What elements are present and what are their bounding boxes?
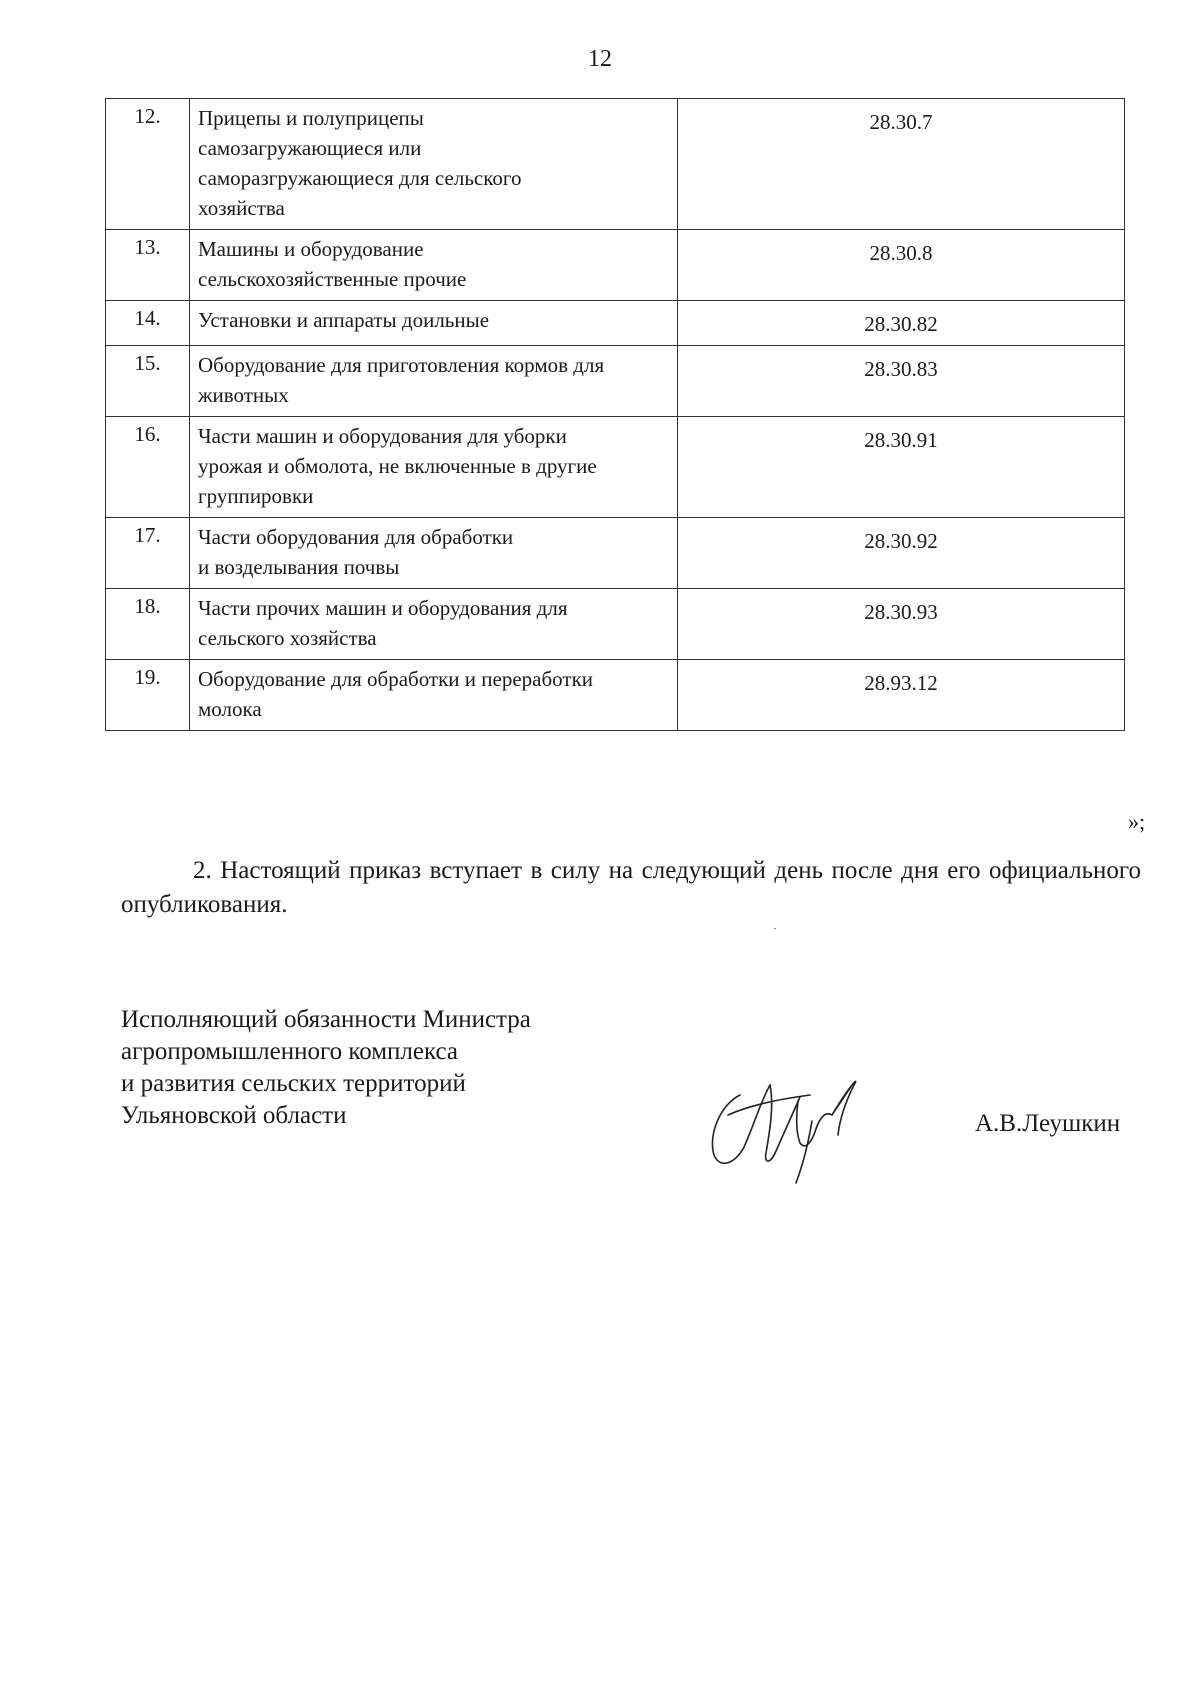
clause-2 — [121, 854, 1141, 922]
row-name-line: Установки и аппараты доильные — [198, 308, 490, 332]
row-okpd-code: 28.30.92 — [678, 518, 1125, 589]
row-name-line: Прицепы и полуприцепы — [198, 106, 424, 130]
row-name — [190, 518, 678, 589]
table-row — [106, 301, 1125, 346]
table-row — [106, 660, 1125, 731]
row-name-line: хозяйства — [198, 196, 285, 220]
row-number: 16. — [106, 417, 190, 518]
row-name-line: группировки — [198, 484, 314, 508]
signer-title-line: Исполняющий обязанности Министра — [121, 1006, 531, 1033]
row-okpd-code: 28.30.93 — [678, 589, 1125, 660]
row-number: 18. — [106, 589, 190, 660]
row-name-line: саморазгружающиеся для сельского — [198, 166, 522, 190]
row-name-line: Машины и оборудование — [198, 237, 424, 261]
signer-title-line: агропромышленного комплекса — [121, 1038, 459, 1065]
row-name — [190, 589, 678, 660]
row-name-line: Части оборудования для обработки — [198, 525, 514, 549]
equipment-table — [105, 98, 1125, 731]
row-name-line: Части прочих машин и оборудования для — [198, 596, 568, 620]
row-okpd-code: 28.30.91 — [678, 417, 1125, 518]
row-number: 12. — [106, 99, 190, 230]
row-name-line: сельского хозяйства — [198, 626, 377, 650]
scan-speck — [774, 928, 776, 929]
signer-title — [121, 1004, 681, 1132]
table-row — [106, 589, 1125, 660]
row-name-line: урожая и обмолота, не включенные в другие — [198, 454, 597, 478]
row-name-line: самозагружающиеся или — [198, 136, 422, 160]
table-row — [106, 417, 1125, 518]
table-row — [106, 518, 1125, 589]
row-okpd-code: 28.30.83 — [678, 346, 1125, 417]
row-name — [190, 660, 678, 731]
row-okpd-code: 28.30.7 — [678, 99, 1125, 230]
row-name — [190, 346, 678, 417]
row-name — [190, 230, 678, 301]
row-name-line: сельскохозяйственные прочие — [198, 267, 467, 291]
page-number: 12 — [588, 46, 612, 72]
row-number: 19. — [106, 660, 190, 731]
row-name-line: молока — [198, 697, 262, 721]
row-name — [190, 301, 678, 346]
signer-title-line: Ульяновской области — [121, 1102, 347, 1129]
table-row — [106, 230, 1125, 301]
row-number: 15. — [106, 346, 190, 417]
row-number: 14. — [106, 301, 190, 346]
row-name-line: Части машин и оборудования для уборки — [198, 424, 567, 448]
row-name — [190, 417, 678, 518]
signer-name: А.В.Леушкин — [975, 1110, 1121, 1137]
row-okpd-code: 28.30.82 — [678, 301, 1125, 346]
row-number: 17. — [106, 518, 190, 589]
clause-2-text: 2. Настоящий приказ вступает в силу на следующий день после дня его официального опубликования. — [121, 857, 1141, 918]
row-number: 13. — [106, 230, 190, 301]
closing-quote: »; — [1128, 809, 1146, 834]
row-name-line: Оборудование для обработки и переработки — [198, 667, 594, 691]
table-row — [106, 99, 1125, 230]
signer-title-line: и развития сельских территорий — [121, 1070, 466, 1097]
row-name — [190, 99, 678, 230]
row-name-line: и возделывания почвы — [198, 555, 400, 579]
row-name-line: животных — [198, 383, 289, 407]
row-okpd-code: 28.30.8 — [678, 230, 1125, 301]
row-okpd-code: 28.93.12 — [678, 660, 1125, 731]
table-row — [106, 346, 1125, 417]
handwritten-signature — [700, 1055, 900, 1185]
row-name-line: Оборудование для приготовления кормов для — [198, 353, 605, 377]
